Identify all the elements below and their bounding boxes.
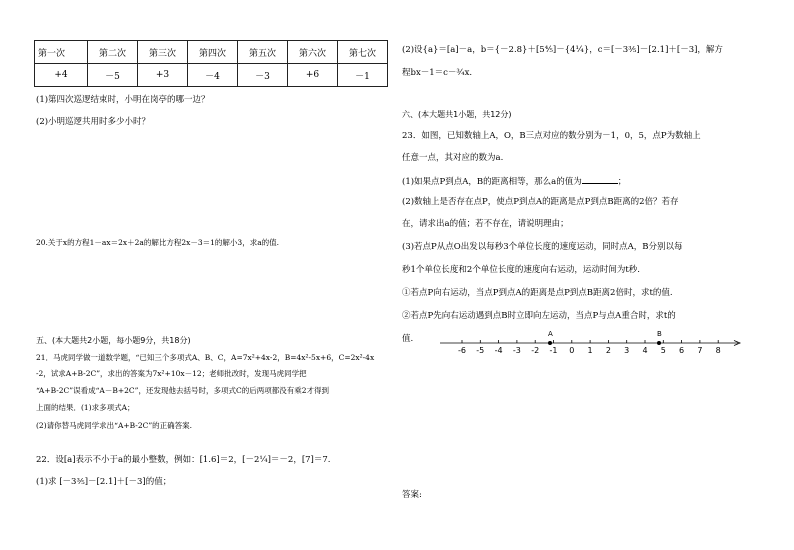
tick-label: 7 (697, 346, 703, 355)
question-23-part-1-end: ； (617, 177, 627, 187)
table-header-cell: 第三次 (138, 41, 188, 64)
table-value-cell: －3 (238, 64, 288, 87)
question-23-part-3b-line-1: ②若点P先向右运动遇到点B时立即向左运动，当点P与点A重合时，求t的 (402, 311, 676, 321)
table-header-cell: 第一次 (35, 41, 88, 64)
table-value-cell: －1 (338, 64, 388, 87)
question-23-part-1-text: (1)如果点P到点A，B的距离相等，那么a的值为 (402, 177, 582, 187)
table-value-cell: +4 (35, 64, 88, 87)
table-header-cell: 第六次 (288, 41, 338, 64)
table-value-cell: －5 (88, 64, 138, 87)
point-b-label: B (657, 330, 662, 338)
question-23-part-3b-line-2: 值. (402, 334, 414, 344)
question-23-part-2-line-2: 在，请求出a的值；若不存在，请说明理由； (402, 219, 569, 229)
tick-label: 5 (660, 346, 666, 355)
point-b-dot (657, 341, 661, 345)
question-22-part-2-line-2: 程bx－1＝c－¾x. (402, 68, 473, 78)
table-value-cell: +6 (288, 64, 338, 87)
table-header-cell: 第二次 (88, 41, 138, 64)
tick-label: 1 (587, 346, 593, 355)
question-20: 20.关于x的方程1－ax＝2x＋2a的解比方程2x－3＝1的解小3，求a的值. (36, 238, 280, 247)
table-header-cell: 第四次 (188, 41, 238, 64)
section-5-heading: 五、(本大题共2小题，每小题9分，共18分) (36, 336, 191, 345)
tick-label: 4 (642, 346, 648, 355)
question-21-line-5: (2)请你替马虎同学求出“A+B-2C”的正确答案. (36, 421, 193, 430)
patrol-table (34, 40, 388, 87)
question-23-line-2: 任意一点，其对应的数为a. (402, 153, 504, 163)
answer-label: 答案: (402, 490, 422, 500)
question-22-part-1: (1)求 [－3⅗]－[2.1]＋[－3]的值； (36, 477, 172, 487)
tick-label: -5 (476, 346, 485, 355)
tick-label: 0 (569, 346, 575, 355)
tick-label: -1 (549, 346, 558, 355)
tick-label: -6 (458, 346, 466, 355)
table-header-cell: 第七次 (338, 41, 388, 64)
question-19-part-2: (2)小明巡逻共用时多少小时？ (36, 117, 151, 127)
tick-label: 2 (605, 346, 611, 355)
question-21-line-1: 21．马虎同学做一道数学题，“已知三个多项式A、B、C，A=7x²+4x-2，B=4x²-5x+6，C=2x²-4x (36, 353, 375, 362)
tick-label: 3 (624, 346, 630, 355)
table-value-row (35, 64, 388, 87)
question-23-line-1: 23．如图，已知数轴上A，O，B三点对应的数分别为－1，0，5，点P为数轴上 (402, 131, 701, 141)
question-21-line-3: “A+B-2C”误看成“A－B+2C”，还发现他去括号时，多项式C的后两项都没有乘2才得到 (36, 386, 329, 395)
question-23-part-2-line-1: (2)数轴上是否存在点P，使点P到点A的距离是点P到点B距离的2倍？若存 (402, 197, 679, 207)
answer-blank (582, 175, 618, 184)
question-21-line-4: 上面的结果．(1)求多项式A； (36, 403, 135, 412)
question-22-line-1: 22．设[a]表示不小于a的最小整数，例如：[1.6]＝2，[－2¼]＝－2，[7]＝7. (36, 455, 331, 465)
table-header-row (35, 41, 388, 64)
question-22-part-2-line-1: (2)设{a}＝[a]－a，b＝{－2.8}＋[5⁴⁄₅]－{4¹⁄₄}，c＝[－3⅗]－[2.1]＋[－3]，解方 (402, 45, 723, 55)
tick-label: 8 (715, 346, 721, 355)
tick-label: -3 (512, 346, 521, 355)
number-line (440, 326, 745, 354)
question-23-part-3-line-2: 秒1个单位长度和2个单位长度的速度向右运动，运动时间为t秒. (402, 265, 640, 275)
tick-label: 6 (679, 346, 685, 355)
question-21-line-2: -2，试求A+B-2C”，求出的答案为7x²+10x－12；老师批改时，发现马虎同学把 (36, 369, 307, 378)
point-a-label: A (548, 330, 553, 338)
tick-label: -4 (494, 346, 503, 355)
question-23-part-3-line-1: (3)若点P从点O出发以每秒3个单位长度的速度运动，同时点A，B分别以每 (402, 242, 683, 252)
tick-label: -2 (531, 346, 540, 355)
table-header-cell: 第五次 (238, 41, 288, 64)
question-23-part-3a: ①若点P向右运动，当点P到点A的距离是点P到点B距离2倍时，求t的值. (402, 288, 673, 298)
table-value-cell: －4 (188, 64, 238, 87)
point-a-dot (548, 341, 552, 345)
section-6-heading: 六、(本大题共1小题，共12分) (402, 110, 512, 119)
question-23-part-1 (402, 175, 626, 187)
table-value-cell: +3 (138, 64, 188, 87)
question-19-part-1: (1)第四次巡逻结束时，小明在岗亭的哪一边？ (36, 95, 210, 105)
